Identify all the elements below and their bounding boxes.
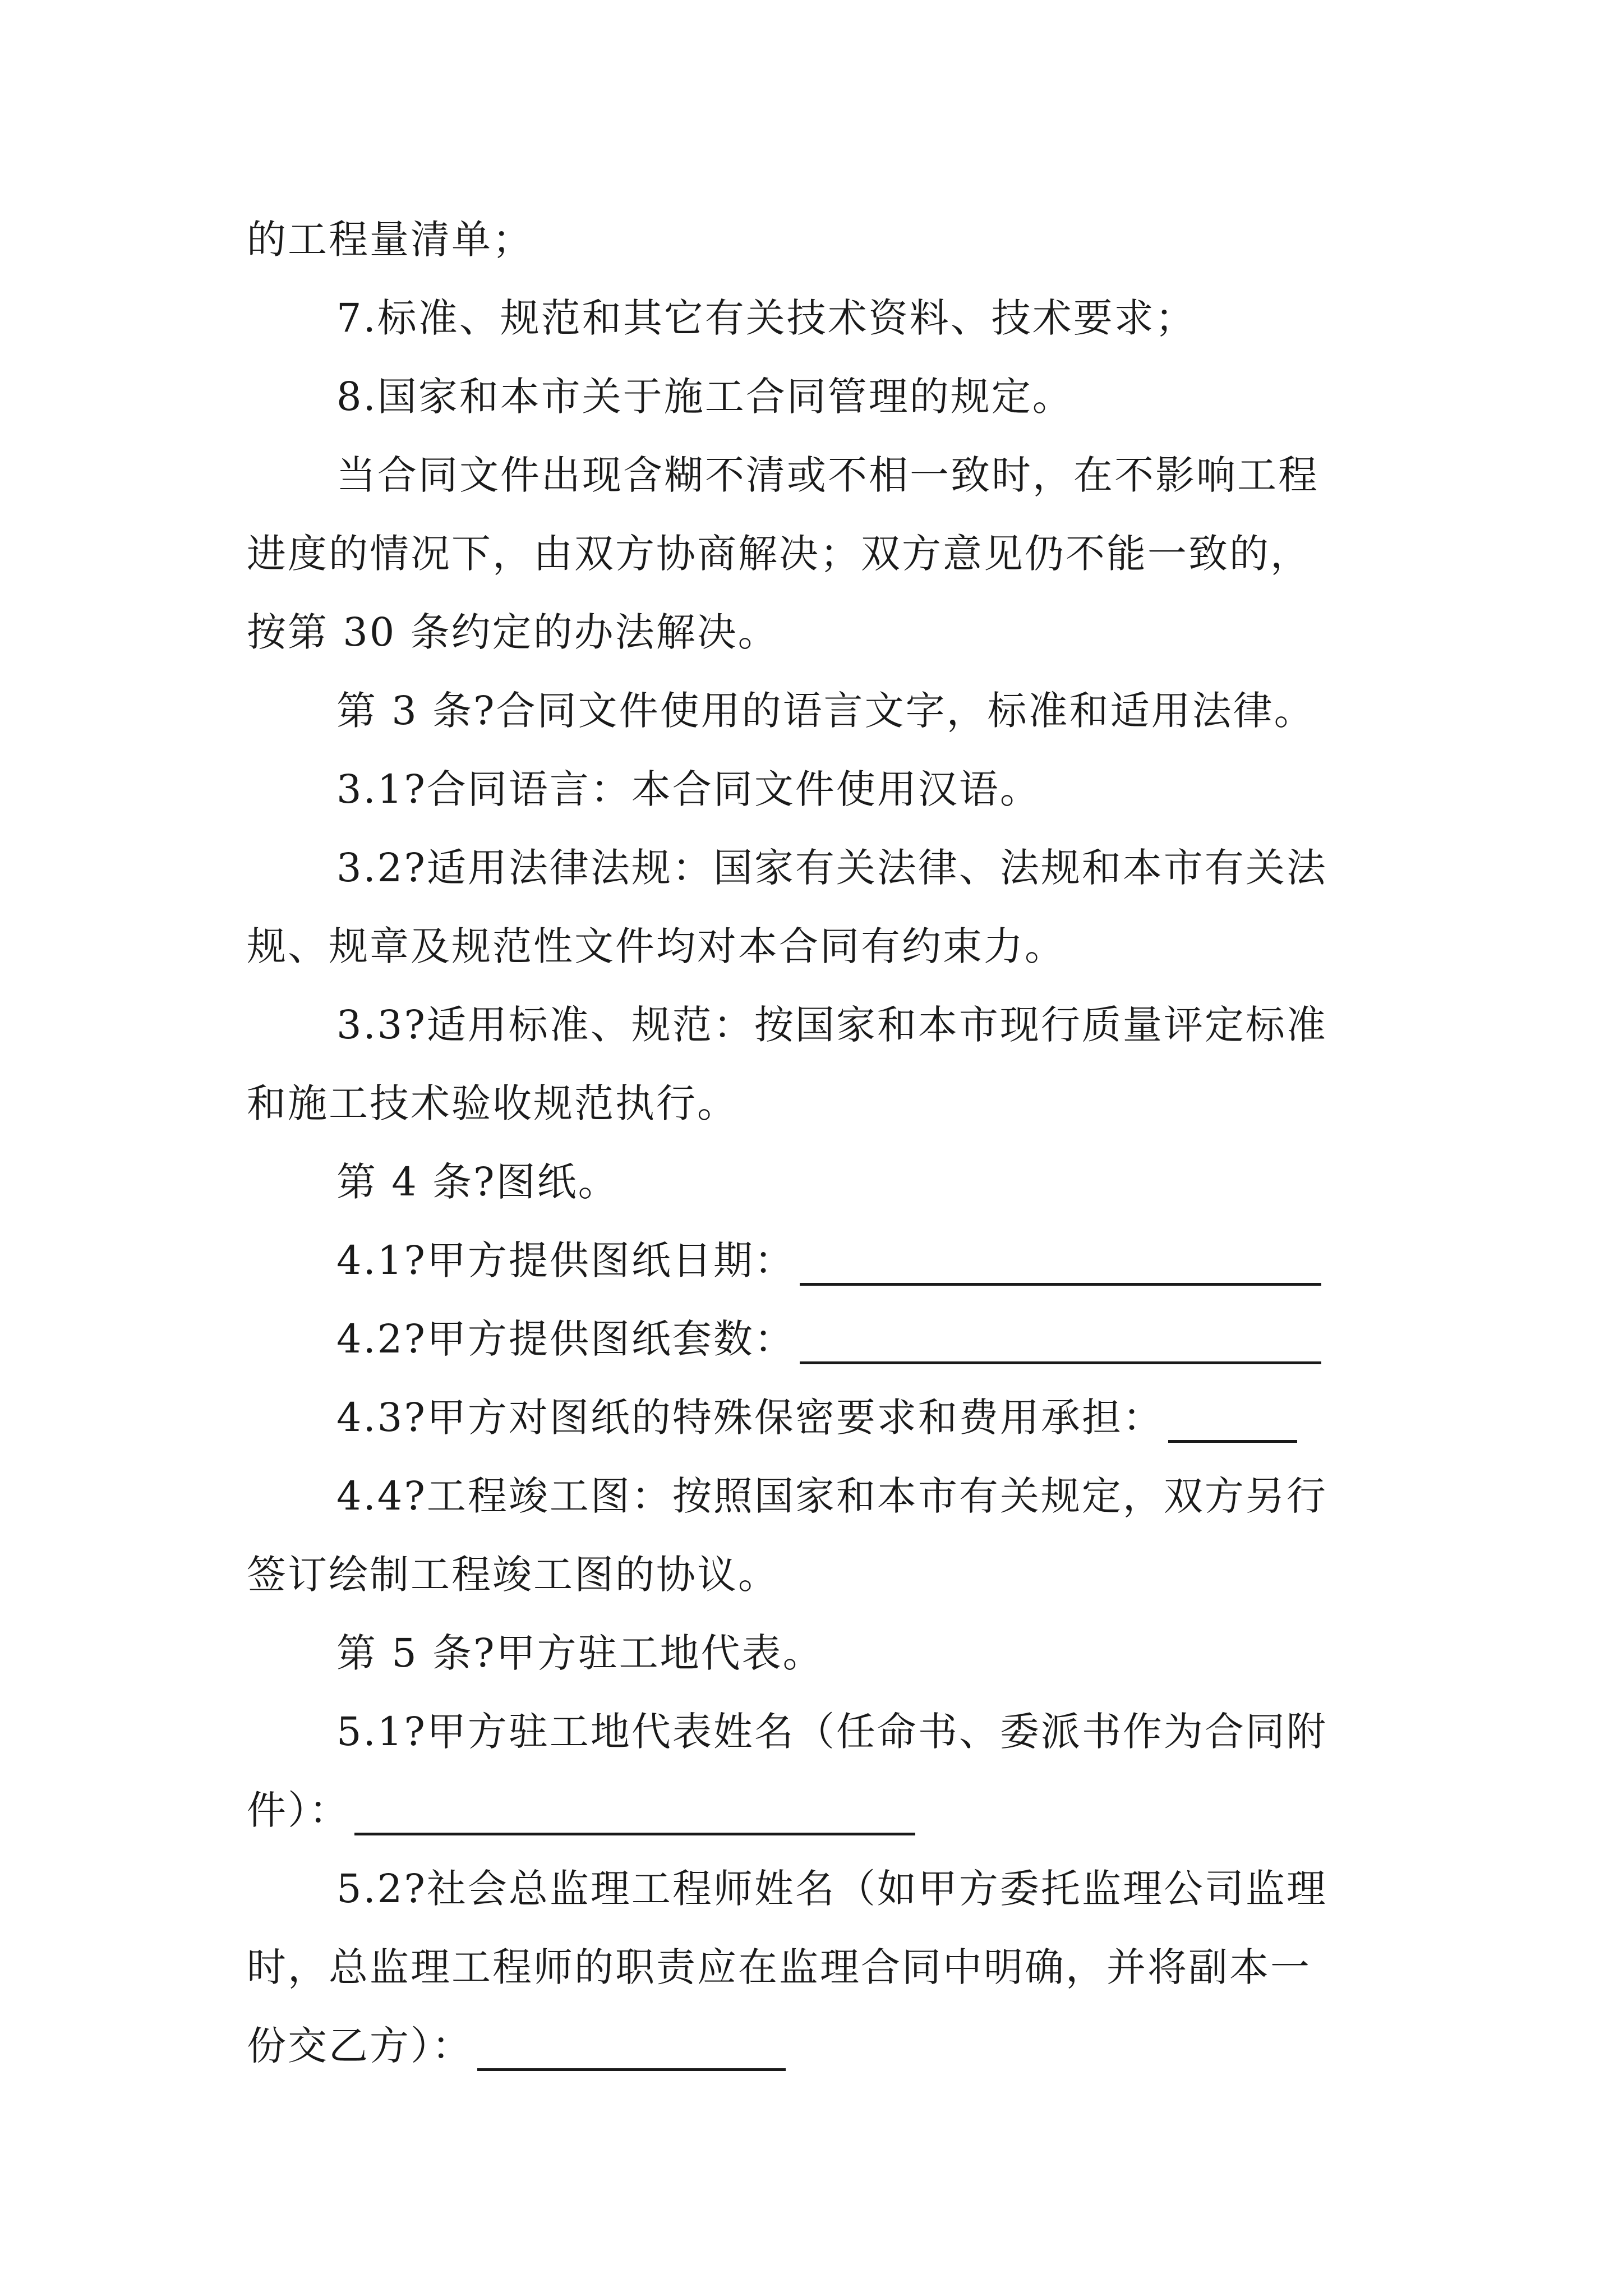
form-line-confidentiality [336, 1392, 1297, 1443]
text-line: 3.1?合同语言：本合同文件使用汉语。 [336, 766, 1041, 812]
field-label: 4.3?甲方对图纸的特殊保密要求和费用承担： [336, 1395, 1164, 1441]
fill-in-blank[interactable] [354, 1796, 915, 1835]
form-line-supervisor [247, 2021, 786, 2071]
text-line: 进度的情况下，由双方协商解决；双方意见仍不能一致的， [247, 531, 1311, 577]
text-line: 当合同文件出现含糊不清或不相一致时，在不影响工程 [336, 452, 1319, 498]
form-line-drawing-sets [336, 1314, 1321, 1364]
fill-in-blank[interactable] [477, 2031, 786, 2071]
form-line-representative [247, 1785, 915, 1835]
text-line: 5.1?甲方驻工地代表姓名（任命书、委派书作为合同附 [336, 1709, 1327, 1755]
fill-in-blank[interactable] [1168, 1403, 1297, 1443]
text-line: 时，总监理工程师的职责应在监理合同中明确，并将副本一 [247, 1944, 1311, 1990]
field-label: 4.1?甲方提供图纸日期： [336, 1237, 795, 1283]
field-label: 份交乙方）： [247, 2023, 473, 2069]
text-line: 8.国家和本市关于施工合同管理的规定。 [336, 374, 1073, 420]
text-line: 签订绘制工程竣工图的协议。 [247, 1552, 779, 1598]
section-heading: 第 5 条?甲方驻工地代表。 [336, 1630, 824, 1676]
fill-in-blank[interactable] [800, 1246, 1321, 1286]
section-heading: 第 3 条?合同文件使用的语言文字，标准和适用法律。 [336, 688, 1315, 734]
text-line: 规、规章及规范性文件均对本合同有约束力。 [247, 923, 1066, 969]
field-label: 4.2?甲方提供图纸套数： [336, 1316, 795, 1362]
text-line: 的工程量清单； [247, 217, 533, 263]
text-line: 4.4?工程竣工图：按照国家和本市有关规定，双方另行 [336, 1473, 1327, 1519]
text-line: 按第 30 条约定的办法解决。 [247, 609, 779, 655]
text-line: 和施工技术验收规范执行。 [247, 1080, 738, 1126]
section-heading: 第 4 条?图纸。 [336, 1159, 619, 1205]
text-line: 3.3?适用标准、规范：按国家和本市现行质量评定标准 [336, 1002, 1327, 1048]
field-label: 件）： [247, 1787, 350, 1833]
text-line: 7.标准、规范和其它有关技术资料、技术要求； [336, 295, 1196, 341]
text-line: 3.2?适用法律法规：国家有关法律、法规和本市有关法 [336, 845, 1327, 891]
fill-in-blank[interactable] [800, 1324, 1321, 1364]
text-line: 5.2?社会总监理工程师姓名（如甲方委托监理公司监理 [336, 1866, 1327, 1912]
form-line-drawing-date [336, 1235, 1321, 1286]
